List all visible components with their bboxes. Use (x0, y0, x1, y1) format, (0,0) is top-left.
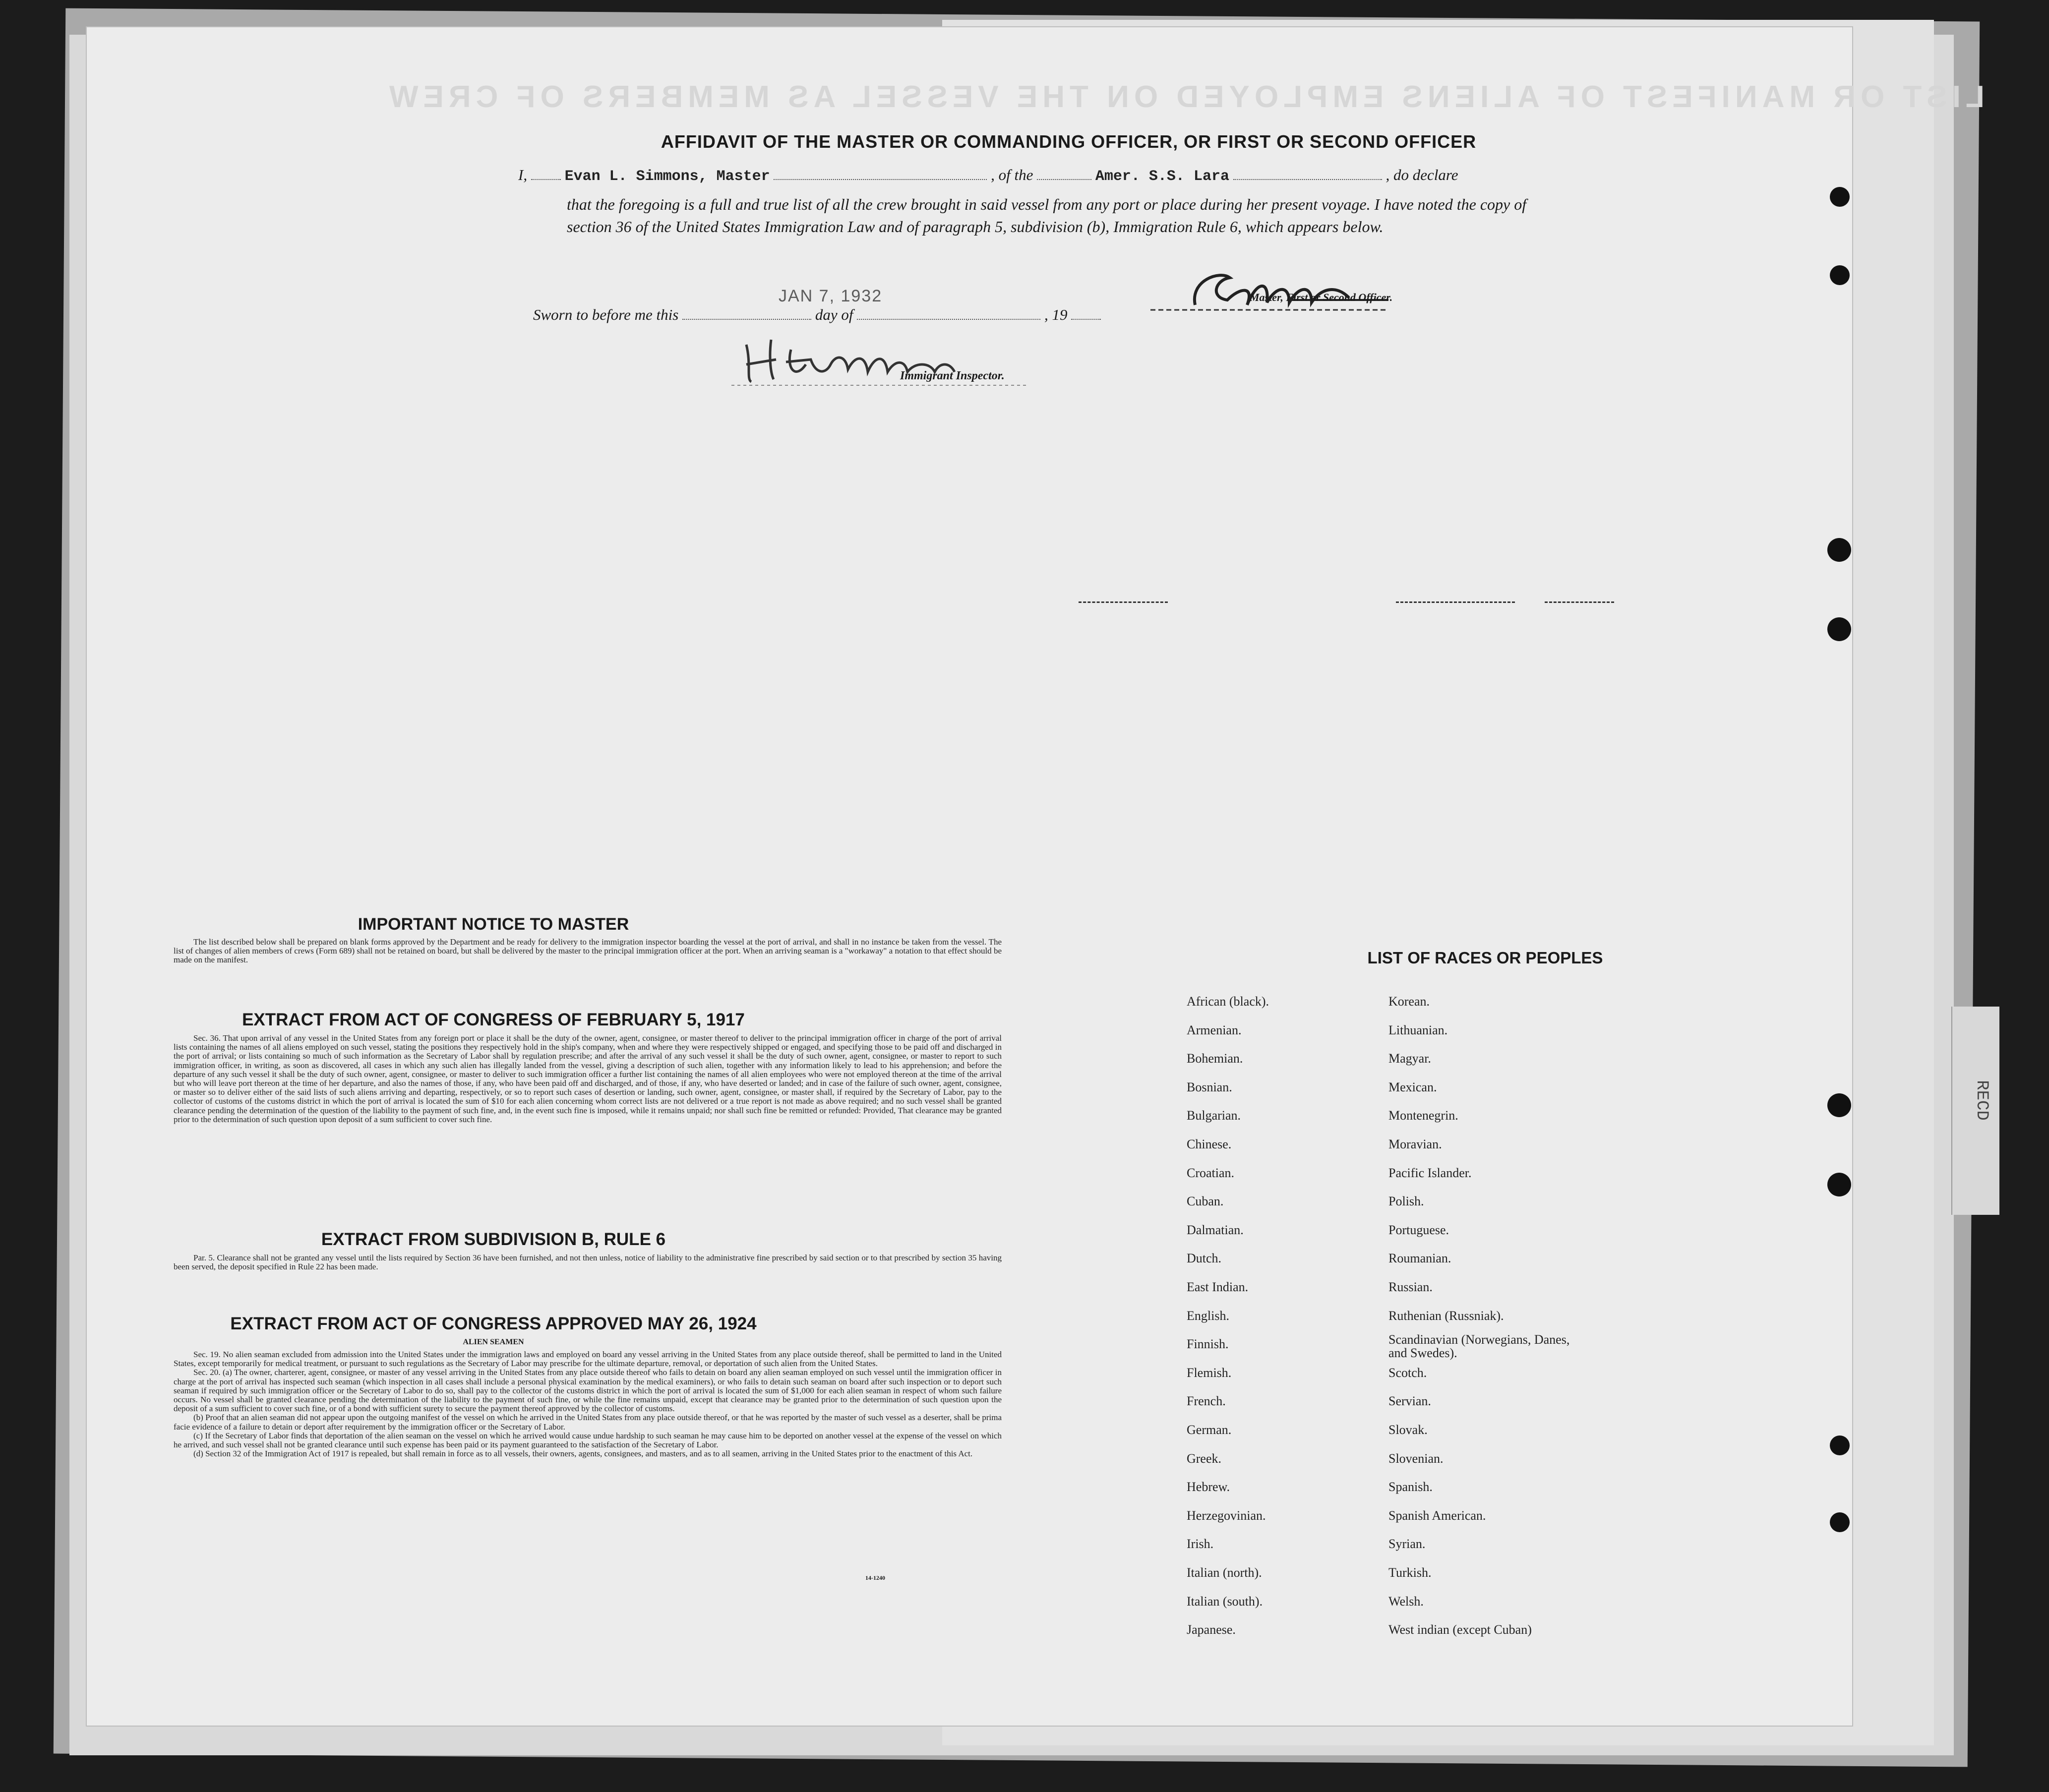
race-entry: Russian. (1388, 1280, 1433, 1294)
inspector-title: Immigrant Inspector. (900, 369, 1005, 382)
race-entry: German. (1187, 1423, 1232, 1437)
race-entry: Italian (south). (1187, 1594, 1263, 1609)
extract2-text (174, 1254, 1002, 1271)
extract1-text (174, 1034, 1002, 1124)
race-entry: Korean. (1388, 994, 1430, 1009)
extract3-paragraph: (b) Proof that an alien seaman did not appear upon the outgoing manifest of the vessel on which he arrived in the United States from any place outside thereof, or that he was reported by the master of such vessel as a deserter, shall be prima facie evidence of a failure to detain or deport after requirement by the immigration officer or the Secretary of Labor. (174, 1413, 1002, 1432)
declare-text: , do declare (1386, 166, 1458, 183)
affidavit-statement: that the foregoing is a full and true list of all the crew brought in said vessel from any port or place during her present voyage. I have noted the copy of section 36 of the United States Immigration Law and of paragraph 5, subdivision (b), Immigration Rule 6, which appears below. (567, 195, 1527, 236)
dashed-mark (1079, 601, 1168, 603)
race-entry: Montenegrin. (1388, 1108, 1458, 1123)
race-entry: Chinese. (1187, 1137, 1232, 1151)
extract2-title: EXTRACT FROM SUBDIVISION B, RULE 6 (321, 1230, 666, 1249)
race-entry: Bohemian. (1187, 1051, 1243, 1066)
race-entry: Turkish. (1388, 1565, 1432, 1580)
extract3-subtitle: ALIEN SEAMEN (463, 1338, 524, 1346)
race-entry: Hebrew. (1187, 1480, 1230, 1494)
notice-paragraph: The list described below shall be prepared on blank forms approved by the Department and be ready for delivery to the immigration inspector boarding the vessel at the port of arrival, and shall in no instance be taken from the vessel. The list of changes of alien members of crews (Form 689) shall not be retained on board, but shall be delivered by the master to the principal immigration officer at the port. When an arriving seaman is a "workaway" a notation to that effect should be made on the manifest. (174, 937, 1002, 965)
race-entry: West indian (except Cuban) (1388, 1622, 1532, 1637)
extract2-paragraph: Par. 5. Clearance shall not be granted any vessel until the lists required by Section 36 have been furnished, and not then unless, notice of liability to the administrative fine prescribed by said section or to that prescribed by section 35 having been served, the deposit specified in Rule 22 has been made. (174, 1253, 1002, 1272)
race-entry: Scandinavian (Norwegians, Danes, and Swedes). (1388, 1332, 1570, 1361)
race-entry: Irish. (1187, 1537, 1214, 1552)
race-entry: Greek. (1187, 1451, 1222, 1466)
race-entry: Italian (north). (1187, 1565, 1262, 1580)
extract3-paragraph: (d) Section 32 of the Immigration Act of 1917 is repealed, but shall remain in force as to all vessels, their owners, agents, consignees, and masters, and as to all seamen, arriving in the United States prior to the enactment of this Act. (193, 1449, 973, 1459)
of-the-text: , of the (991, 166, 1033, 183)
race-entry: Bulgarian. (1187, 1108, 1241, 1123)
notice-text (174, 938, 1002, 965)
vessel-name: Amer. S.S. Lara (1095, 168, 1229, 185)
race-entry: English. (1187, 1308, 1229, 1323)
races-title: LIST OF RACES OR PEOPLES (1367, 949, 1603, 967)
race-entry: African (black). (1187, 994, 1269, 1009)
race-entry: Spanish American. (1388, 1508, 1486, 1523)
race-entry: Syrian. (1388, 1537, 1426, 1552)
race-entry: Bosnian. (1187, 1079, 1232, 1094)
declaration-line (518, 166, 1458, 185)
punch-hole (1827, 1093, 1851, 1117)
race-entry: Servian. (1388, 1394, 1431, 1409)
race-entry: Mexican. (1388, 1079, 1437, 1094)
race-entry: Moravian. (1388, 1137, 1442, 1151)
race-entry: Magyar. (1388, 1051, 1431, 1066)
race-entry: Portuguese. (1388, 1222, 1449, 1237)
punch-hole (1830, 265, 1850, 285)
race-entry: Spanish. (1388, 1480, 1433, 1494)
extract3-text (174, 1350, 1002, 1458)
edge-tab (1951, 1007, 1999, 1215)
punch-hole (1830, 187, 1850, 207)
race-entry: Japanese. (1187, 1622, 1236, 1637)
race-entry: Slovak. (1388, 1423, 1428, 1437)
race-entry: Flemish. (1187, 1365, 1232, 1380)
punch-hole (1827, 617, 1851, 641)
declaration-prefix: I, (518, 166, 528, 183)
extract3-paragraph: (c) If the Secretary of Labor finds that deportation of the alien seaman on the vessel on which he arrived would cause undue hardship to such seaman he may cause him to be deported on another vessel at the expense of the vessel on which he arrived, and such vessel shall not be granted clearance until such expense has been paid or its payment guaranteed to the satisfaction of the Secretary of Labor. (174, 1431, 1002, 1450)
race-entry: East Indian. (1187, 1280, 1249, 1294)
race-entry: French. (1187, 1394, 1226, 1409)
master-name: Evan L. Simmons, Master (564, 168, 770, 185)
sworn-text: Sworn to before me this (533, 306, 679, 323)
race-entry: Scotch. (1388, 1365, 1427, 1380)
extract1-title: EXTRACT FROM ACT OF CONGRESS OF FEBRUARY 5, 1917 (242, 1010, 745, 1029)
race-entry: Ruthenian (Russniak). (1388, 1308, 1504, 1323)
sworn-line (533, 306, 1101, 324)
punch-hole (1827, 1173, 1851, 1196)
dashed-mark (1545, 601, 1614, 603)
bleed-through-heading: LIST OR MANIFEST OF ALIENS EMPLOYED ON THE VESSEL AS MEMBERS OF CREW (384, 80, 1985, 114)
notice-title: IMPORTANT NOTICE TO MASTER (358, 915, 629, 934)
master-title: Master, First or Second Officer. (1250, 291, 1393, 303)
race-entry: Welsh. (1388, 1594, 1424, 1609)
race-entry: Dalmatian. (1187, 1222, 1244, 1237)
edge-tab-label: RECD (1972, 1080, 1991, 1121)
dashed-mark (1396, 601, 1515, 603)
race-entry: Finnish. (1187, 1337, 1229, 1352)
master-signature (1141, 250, 1398, 317)
affidavit-title: AFFIDAVIT OF THE MASTER OR COMMANDING OFFICER, OR FIRST OR SECOND OFFICER (661, 131, 1477, 152)
punch-hole (1827, 538, 1851, 562)
race-entry: Herzegovinian. (1187, 1508, 1266, 1523)
race-entry: Slovenian. (1388, 1451, 1444, 1466)
extract3-paragraph: Sec. 19. No alien seaman excluded from admission into the United States under the immigration laws and employed on board any vessel arriving in the United States from any place outside thereof, shall be permitted to land in the United States, except temporarily for medical treatment, or pursuant to such regulations as the Secretary of Labor may prescribe for the ultimate departure, removal, or deportation of such alien from the United States. (174, 1350, 1002, 1369)
form-number: 14-1240 (865, 1574, 885, 1581)
race-entry: Dutch. (1187, 1251, 1222, 1266)
day-of-text: day of (815, 306, 853, 323)
race-entry: Polish. (1388, 1194, 1424, 1209)
race-entry: Cuban. (1187, 1194, 1224, 1209)
extract3-title: EXTRACT FROM ACT OF CONGRESS APPROVED MAY 26, 1924 (230, 1314, 757, 1333)
extract1-paragraph: Sec. 36. That upon arrival of any vessel in the United States from any foreign port or place it shall be the duty of the owner, agent, consignee, or master thereof to deliver to the principal immigration officer in charge of the port of arrival lists containing the names of all aliens employed on such vessel, stating the positions they respectively hold in the ship's company, when and where they were respectively shipped or engaged, and specifying those to be paid off and discharged in the port of arrival; or lists containing so much of such information as the Secretary of Labor shall by regulation prescribe; and after the arrival of any such vessel it shall be the duty of such owner, agent, consignee, or master to report to such immigration officer, in writing, as soon as discovered, all cases in which any such alien has illegally landed from the vessel, giving a description of such alien, together with any information likely to lead to his apprehension; and before the departure of any such vessel it shall be the duty of such owner, agent, consignee, or master to deliver to such immigration officer a further list containing the names of all alien employees who were not employed thereon at the time of the arrival but who will leave port thereon at the time of her departure, and also the names of those, if any, who have been paid off and discharged, and of those, if any, who have deserted or landed; and in case of the failure of such owner, agent, consignee, or master so to deliver either of the said lists of such aliens arriving and departing, respectively, or so to report such cases of desertion or landing, such owner, agent, consignee, or master shall, if required by the Secretary of Labor, pay to the collector of customs of the customs district in which the port of arrival is located the sum of $10 for each alien concerning whom correct lists are not delivered or a true report is not made as above required; and no such vessel shall be granted clearance pending the determination of the question of the liability to the payment of such fine, and, in the event such fine is imposed, while it remains unpaid; nor shall such fine be remitted or refunded: Provided, That clearance may be granted prior to the determination of such question upon deposit of a sum sufficient to cover such fine. (174, 1033, 1002, 1124)
punch-hole (1830, 1435, 1850, 1455)
race-entry: Roumanian. (1388, 1251, 1451, 1266)
race-entry: Armenian. (1187, 1022, 1242, 1037)
date-stamp: JAN 7, 1932 (779, 287, 883, 305)
race-entry: Pacific Islander. (1388, 1165, 1472, 1180)
race-entry: Croatian. (1187, 1165, 1235, 1180)
extract3-paragraph: Sec. 20. (a) The owner, charterer, agent, consignee, or master of any vessel arriving in the United States from any place outside thereof who fails to detain on board any alien seaman employed on such vessel until the immigration officer in charge at the port of arrival has inspected such seaman (which inspection in all cases shall include a personal physical examination by the medical examiners), or who fails to detain such seaman on board after such inspection or to deport such seaman if required by such immigration officer or the Secretary of Labor to do so, shall pay to the collector of the customs district in which the port of arrival is located the sum of $1,000 for each alien seaman in respect of whom such failure occurs. No vessel shall be granted clearance pending the determination of the liability to the payment of such fine, or while the fine remains unpaid, except that clearance may be granted prior to the determination of such question upon the deposit of a sum sufficient to cover such fine, or of a bond with sufficient surety to secure the payment thereof approved by the collector of customs. (174, 1368, 1002, 1414)
punch-hole (1830, 1512, 1850, 1532)
year-text: , 19 (1044, 306, 1068, 323)
race-entry: Lithuanian. (1388, 1022, 1448, 1037)
